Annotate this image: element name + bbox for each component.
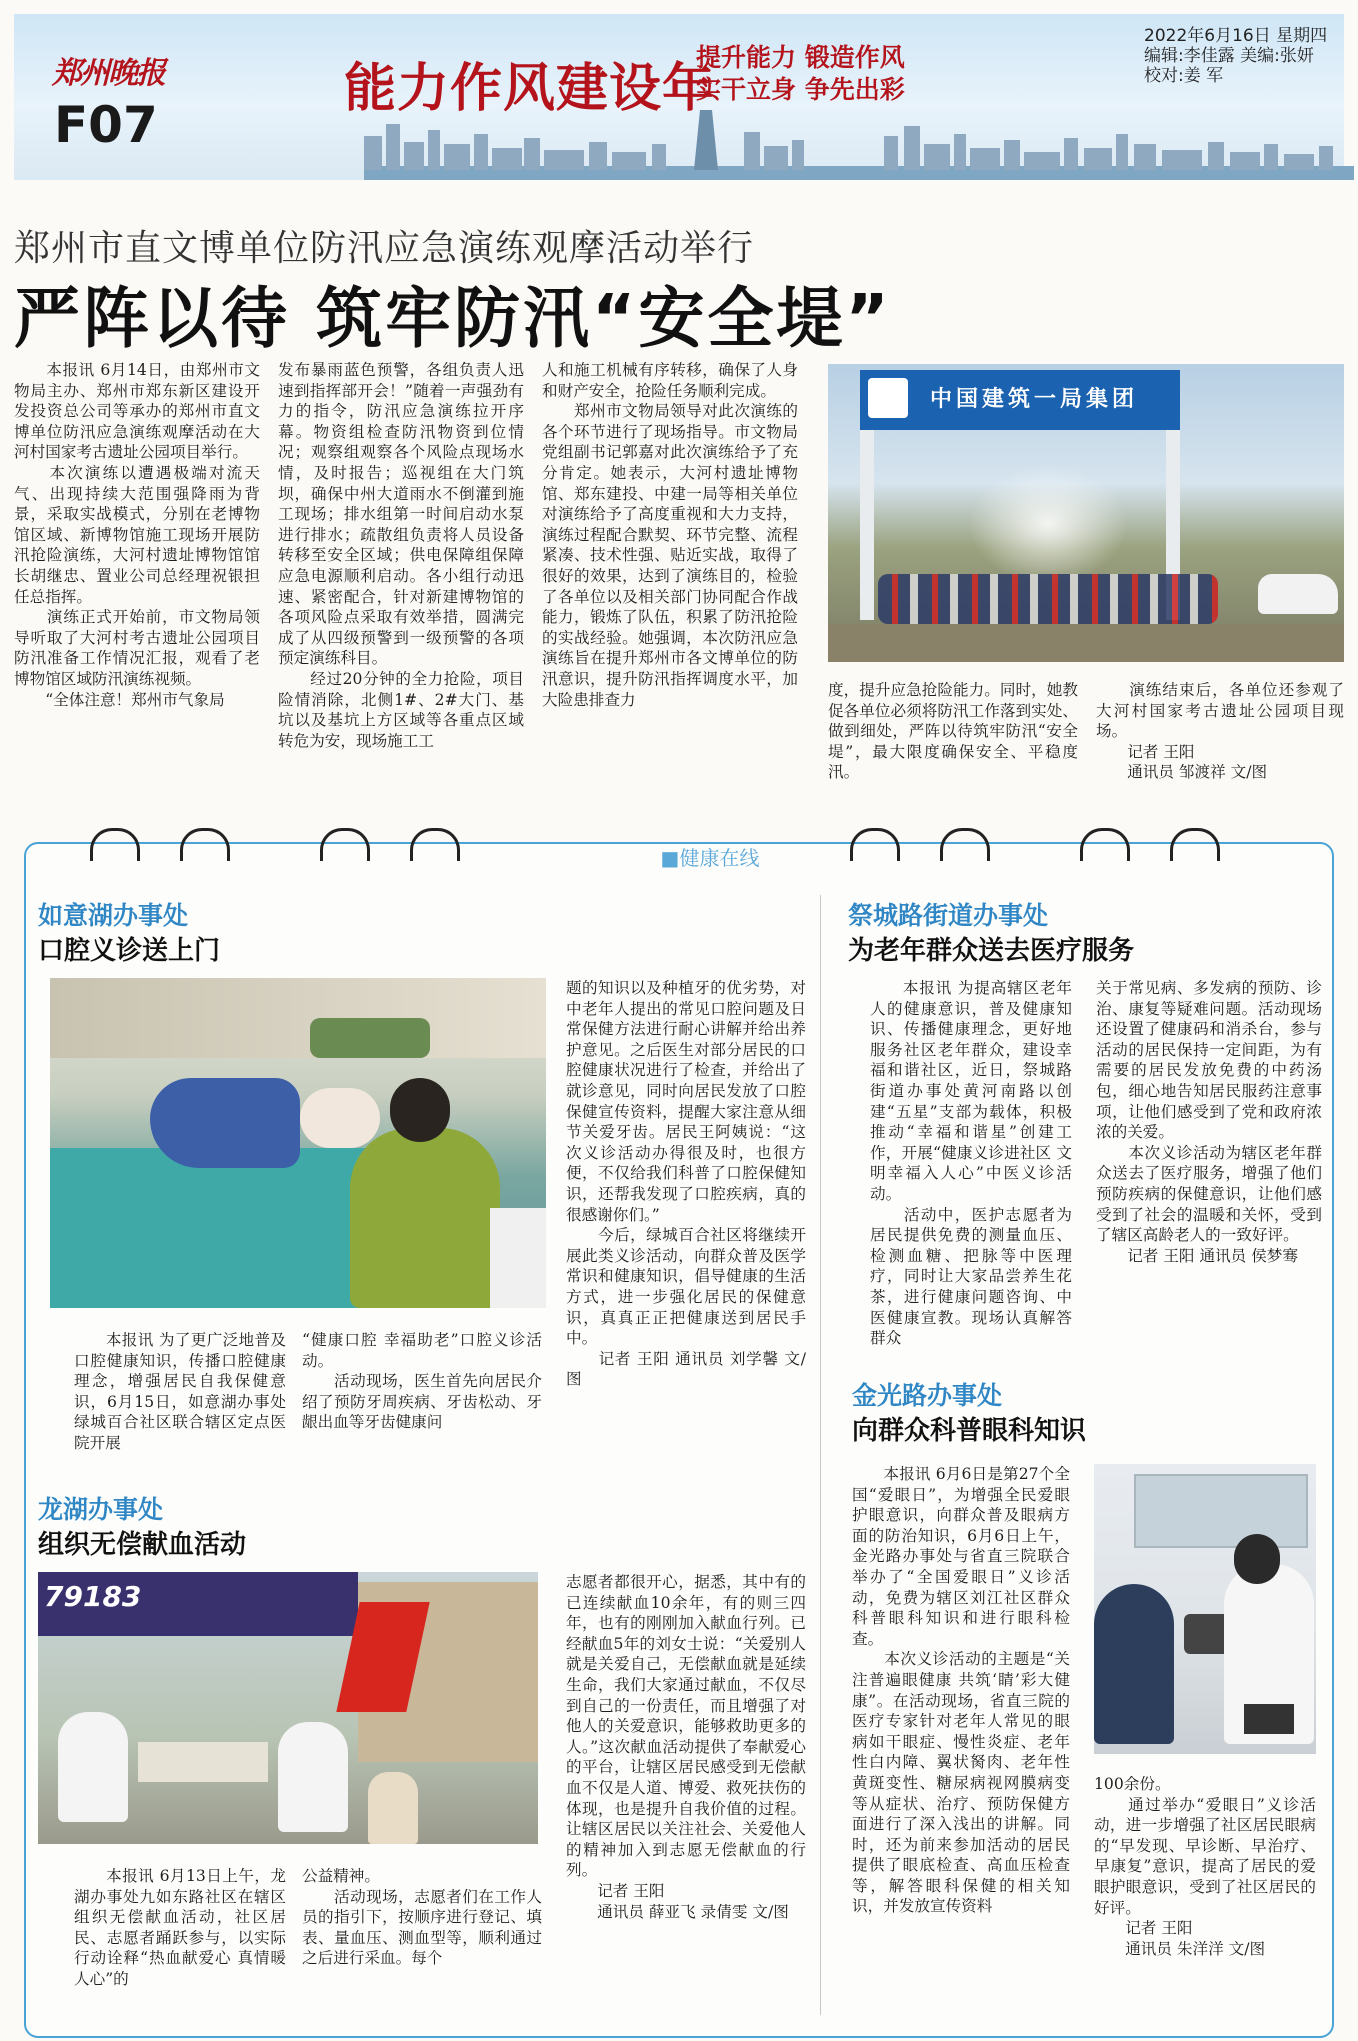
binder-ring [850,828,900,861]
ruyi-text-bottom-1: 本报讯 为了更广泛地普及口腔健康知识，传播口腔健康理念，增强居民自我保健意识，6月15日，如意湖办事处绿城百合社区联合辖区定点医院开展 [74,1331,286,1452]
binder-ring [320,828,370,861]
binder-ring [410,828,460,861]
binder-ring [90,828,140,861]
banner-slogan: 能力作风建设年 [344,59,716,119]
article-column-3: 人和施工机械有序转移，确保了人身和财产安全，抢险任务顺利完成。 郑州市文物局领导对此次演练的各个环节进行了现场指导。市文物局党组副书记郭嘉对此次演练给予了充分肯定。她表示，大河村遗址博物馆、郑东建投、中建一局等相关单位对演练给予了高度重视和大力支持，演练过程配合默契、环节完整、流程紧凑、技术性强、贴近实战，取得了很好的效果，达到了演练目的，检验了各单位以及相关部门协同配合作战能力，锻炼了队伍，积累了防汛抢险的实战经验。她强调，本次防汛应急演练旨在提升郑州市各文博单位的防汛意识，提升防汛指挥调度水平，加大险患排查力 [542,361,798,709]
ruyi-text-bottom-2: “健康口腔 幸福助老”口腔义诊活动。 活动现场，医生首先向居民介绍了预防牙周疾病、牙齿松动、牙龈出血等牙齿健康问 [302,1331,542,1432]
jinguang-text-1: 本报讯 6月6日是第27个全国“爱眼日”，为增强全民爱眼护眼意识，向群众普及眼病方面的防治知识，6月6日上午，金光路办事处与省直三院联合举办了“全国爱眼日”义诊活动，免费为辖区刘江社区群众科普眼科知识和进行眼科检查。 本次义诊活动的主题是“关注普遍眼健康 共筑‘睛’彩大健康”。在活动现场，省直三院的医疗专家针对老年人常见的眼病如干眼症、慢性炎症、老年性白内障、翼状胬肉、老年性黄斑变性、糖尿病视网膜病变等从症状、治疗、预防保健方面进行了深入浅出的讲解。同时，还为前来参加活动的居民提供了眼底检查、高血压检查等，解答眼科保健的相关知识，并发放宣传资料 [852,1465,1070,1916]
construction-gate-sign [860,370,1180,430]
article-kicker: 郑州市直文博单位防汛应急演练观摩活动举行 [14,228,755,269]
dental-clinic-photo [50,978,546,1308]
office-name-jicheng: 祭城路街道办事处 [848,901,1049,930]
binder-ring [180,828,230,861]
article-column-5: 演练结束后，各单位还参观了大河村国家考古遗址公园项目现场。 记者 王阳 通讯员 邹渡祥 文/图 [1096,681,1344,782]
title-elderly-medical: 为老年群众送去医疗服务 [848,936,1135,966]
binder-ring [940,828,990,861]
longhu-text-right: 志愿者都很开心，据悉，其中有的已连续献血10余年，有的则三四年，也有的刚刚加入献血行列。已经献血5年的刘女士说：“关爱别人就是关爱自己，无偿献血就是延续生命，我们大家通过献血，不仅尽到自己的一份责任，而且增强了对他人的关爱意识，能够救助更多的人。”这次献血活动提供了奉献爱心的平台，让辖区居民感受到无偿献血不仅是人道、博爱、救死扶伤的体现，也是提升自我价值的过程。让辖区居民以关注社会、关爱他人的精神加入到志愿无偿献血的行列。 记者 王阳 通讯员 薛亚飞 录倩雯 文/图 [566,1573,806,1921]
article-headline: 严阵以待 筑牢防汛“安全堤” [14,280,892,357]
jinguang-text-2: 100余份。 通过举办“爱眼日”义诊活动，进一步增强了社区居民眼病的“早发现、早诊断、早治疗、早康复”意识，提高了居民的爱眼护眼意识，受到了社区居民的好评。 记者 王阳 通讯员 朱洋洋 文/图 [1094,1775,1316,1958]
office-name-ruyi: 如意湖办事处 [38,901,189,930]
gate-sign-text: 中国建筑一局集团 [930,387,1139,412]
title-eye-knowledge: 向群众科普眼科知识 [852,1416,1087,1446]
title-blood-donation: 组织无偿献血活动 [38,1530,247,1560]
page-number: F07 [54,96,158,154]
binder-ring [1080,828,1130,861]
article-column-4: 度，提升应急抢险能力。同时，她教促各单位必须将防汛工作落到实处、做到细处，严阵以待筑牢防汛“安全堤”，最大限度确保安全、平稳度汛。 [828,681,1078,782]
editor-credits: 编辑:李佳露 美编:张妍 [1144,46,1314,66]
banner-subslogan-1: 提升能力 锻造作风 [696,43,905,72]
office-name-jinguang: 金光路办事处 [852,1381,1003,1410]
jicheng-text-2: 关于常见病、多发病的预防、诊治、康复等疑难问题。活动现场还设置了健康码和消杀台，参与活动的居民保持一定间距，为有需要的居民发放免费的中药汤包，细心地告知居民服药注意事项，让他们感受到了党和政府浓浓的关爱。 本次义诊活动为辖区老年群众送去了医疗服务，增强了他们预防疾病的保健意识，让他们感受到了社会的温暖和关怀，受到了辖区高龄老人的一致好评。 记者 王阳 通讯员 侯梦骞 [1096,979,1322,1265]
article-column-1: 本报讯 6月14日，由郑州市文物局主办、郑州市郑东新区建设开发投资总公司等承办的郑州市直文博单位防汛应急演练观摩活动在大河村国家考古遗址公园项目举行。 本次演练以遭遇极端对流天气、出现持续大范围强降雨为背景，采取实战模式，分别在老博物馆区域、新博物馆施工现场开展防汛抢险演练，大河村遗址博物馆馆长胡继忠、置业公司总经理祝银担任总指挥。 演练正式开始前，市文物局领导听取了大河村考古遗址公园项目防汛准备工作情况汇报，观看了老博物馆区域防汛演练视频。 “全体注意！郑州市气象局 [14,361,260,709]
blood-donation-photo [38,1572,538,1844]
masthead-banner [14,14,1344,180]
office-name-longhu: 龙湖办事处 [38,1495,164,1524]
eye-exam-photo [1094,1464,1316,1754]
binder-ring [1170,828,1220,861]
jicheng-text-1: 本报讯 为提高辖区老年人的健康意识，普及健康知识、传播健康理念，更好地服务社区老年群众，建设幸福和谐社区，近日，祭城路街道办事处黄河南路以创建“五星”支部为载体，积极推动“幸福和谐星”创建工作，开展“健康义诊进社区 文明幸福入人心”中医义诊活动。 活动中，医护志愿者为居民提供免费的测量血压、检测血糖、把脉等中医理疗，同时让大家品尝养生花茶，进行健康问题咨询、中医健康宣教。现场认真解答群众 [870,979,1072,1348]
tent-banner-number: 79183 [44,1580,142,1613]
banner-subslogan-2: 实干立身 争先出彩 [696,75,905,104]
flood-drill-photo [828,364,1344,662]
issue-date: 2022年6月16日 星期四 [1144,26,1328,46]
city-skyline-illustration [364,114,1354,180]
longhu-text-bottom-1: 本报讯 6月13日上午，龙湖办事处九如东路社区在辖区组织无偿献血活动，社区居民、志愿者踊跃参与，以实际行动诠释“热血献爱心 真情暖人心”的 [74,1867,286,1988]
column-divider [820,895,821,2015]
ruyi-text-right: 题的知识以及种植牙的优劣势，对中老年人提出的常见口腔问题及日常保健方法进行耐心讲解并给出养护意见。之后医生对部分居民的口腔健康状况进行了检查，并给出了就诊意见，同时向居民发放了口腔保健宣传资料，提醒大家注意从细节关爱牙齿。居民王阿姨说：“这次义诊活动办得很及时，也很方便，不仅给我们科普了口腔保健知识，还帮我发现了口腔疾病，真的很感谢你们。” 今后，绿城百合社区将继续开展此类义诊活动，向群众普及医学常识和健康知识，倡导健康的生活方式，进一步强化居民的保健意识，真真正正把健康送到居民手中。 记者 王阳 通讯员 刘学馨 文/图 [566,979,806,1389]
longhu-text-bottom-2: 公益精神。 活动现场，志愿者们在工作人员的指引下，按顺序进行登记、填表、量血压、测血型等，顺利通过之后进行采血。每个 [302,1867,542,1968]
section-tab-health-online: ■健康在线 [660,846,760,870]
title-dental-clinic: 口腔义诊送上门 [38,936,221,966]
proofreader-credit: 校对:姜 军 [1144,66,1224,86]
article-column-2: 发布暴雨蓝色预警，各组负责人迅速到指挥部开会！”随着一声强劲有力的指令，防汛应急演练拉开序幕。物资组检查防汛物资到位情况；观察组观察各个风险点现场水情，及时报告；巡视组在大门筑坝，确保中州大道雨水不倒灌到施工现场；排水组第一时间启动水泵进行排水；疏散组负责将人员设备转移至安全区域；供电保障组保障应急电源顺利启动。各小组行动迅速、紧密配合，针对新建博物馆的各项风险点采取有效举措，圆满完成了从四级预警到一级预警的各项预定演练科目。 经过20分钟的全力抢险，项目险情消除，北侧1#、2#大门、基坑以及基坑上方区域等各重点区域转危为安，现场施工工 [278,361,524,750]
newspaper-logo: 郑州晚报 [52,56,164,91]
